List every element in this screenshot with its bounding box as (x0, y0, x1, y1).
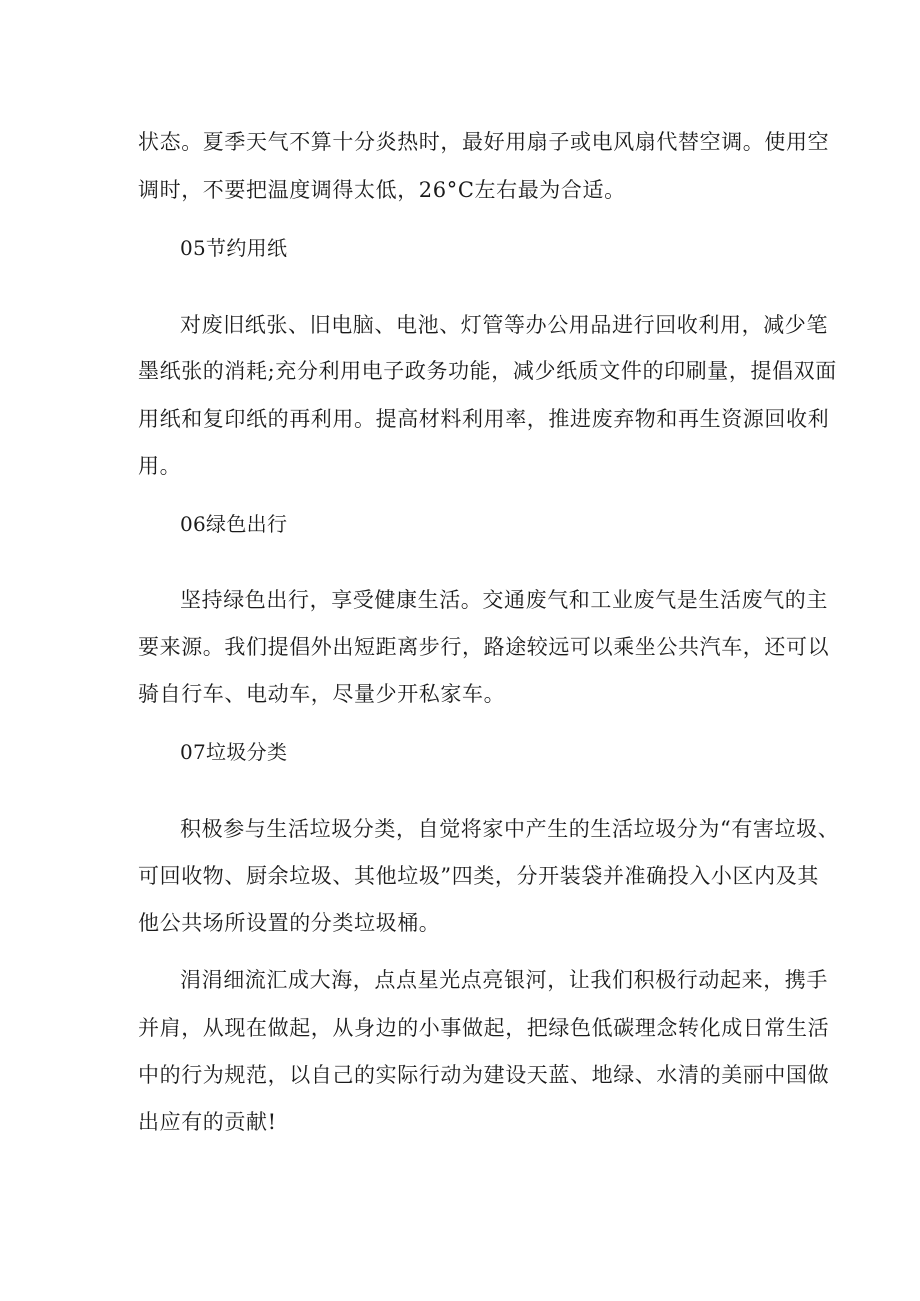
section-heading-07: 07垃圾分类 (180, 740, 288, 764)
paragraph-line: 并肩，从现在做起，从身边的小事做起，把绿色低碳理念转化成日常生活 (138, 1016, 830, 1040)
paragraph-line: 调时，不要把温度调得太低，26°C左右最为合适。 (138, 178, 626, 202)
paragraph-line: 骑自行车、电动车，尽量少开私家车。 (138, 682, 506, 706)
paragraph-line: 可回收物、厨余垃圾、其他垃圾”四类，分开装袋并准确投入小区内及其 (138, 864, 819, 888)
paragraph-line: 状态。夏季天气不算十分炎热时，最好用扇子或电风扇代替空调。使用空 (138, 130, 830, 154)
paragraph-line: 要来源。我们提倡外出短距离步行，路途较远可以乘坐公共汽车，还可以 (138, 635, 830, 659)
paragraph-line: 对废旧纸张、旧电脑、电池、灯管等办公用品进行回收利用，减少笔 (180, 313, 828, 337)
paragraph-line: 出应有的贡献! (138, 1110, 277, 1134)
paragraph-line: 涓涓细流汇成大海，点点星光点亮银河，让我们积极行动起来，携手 (180, 968, 828, 992)
paragraph-line: 积极参与生活垃圾分类，自觉将家中产生的生活垃圾分为“有害垃圾、 (180, 817, 840, 841)
section-heading-05: 05节约用纸 (180, 236, 288, 260)
paragraph-line: 中的行为规范，以自己的实际行动为建设天蓝、地绿、水清的美丽中国做 (138, 1063, 830, 1087)
paragraph-line: 墨纸张的消耗;充分利用电子政务功能，减少纸质文件的印刷量，提倡双面 (138, 359, 837, 383)
paragraph-line: 他公共场所设置的分类垃圾桶。 (138, 911, 441, 935)
paragraph-line: 用纸和复印纸的再利用。提高材料利用率，推进废弃物和再生资源回收利 (138, 407, 830, 431)
paragraph-line: 坚持绿色出行，享受健康生活。交通废气和工业废气是生活废气的主 (180, 588, 828, 612)
paragraph-line: 用。 (138, 454, 182, 478)
section-heading-06: 06绿色出行 (180, 512, 288, 536)
